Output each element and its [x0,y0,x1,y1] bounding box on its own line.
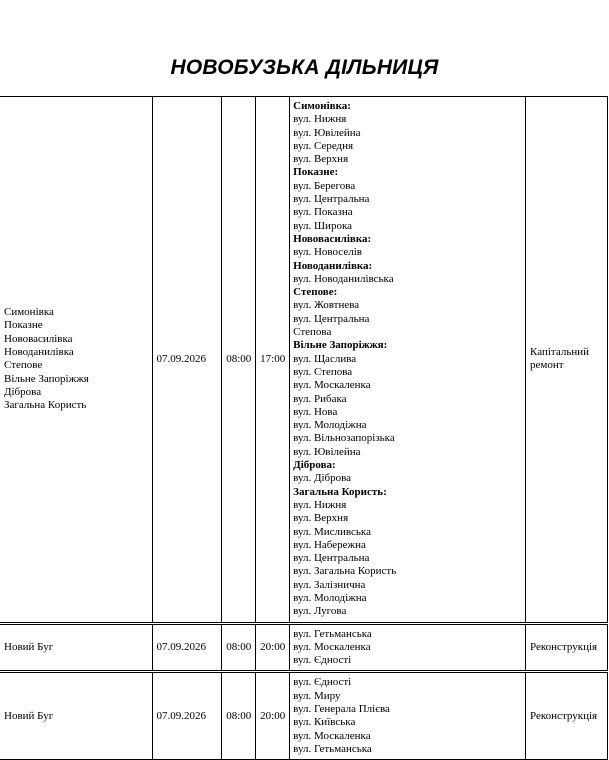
date-cell: 07.09.2026 [153,97,222,624]
street-name: вул. Степова [293,365,353,378]
settlement-name: Загальна Користь [4,399,87,412]
settlements-cell [0,672,153,760]
locality-heading: Симонівка: [293,100,351,112]
locality-heading: Загальна Користь: [293,485,387,498]
street-name: вул. Єдності [293,676,352,689]
settlement-name: Діброва [4,385,42,398]
street-name: вул. Середня [293,139,354,152]
street-name: вул. Миру [293,689,341,702]
locality-heading: Новоданилівка: [293,259,373,272]
locality-heading: Степове: [293,286,338,299]
street-name: вул. Новоданилівська [293,272,394,285]
start-time-cell: 08:00 [222,623,256,672]
settlement-name: Симонівка [4,306,54,319]
street-name: вул. Єдності [293,654,352,667]
street-name: вул. Вільнозапорізька [293,432,395,445]
work-type-cell: Реконструкція [526,672,608,760]
end-time-cell: 20:00 [256,672,290,760]
locality-heading: Вільне Запоріжжя: [293,339,388,352]
street-name: вул. Молодіжна [293,591,367,604]
settlement-name: Показне [4,319,43,332]
street-name: вул. Генерала Плієва [293,703,390,716]
street-name: вул. Ювілейна [293,445,361,458]
street-name: вул. Верхня [293,512,349,525]
end-time-cell: 17:00 [256,97,290,624]
settlement-name: Степове [4,359,43,372]
street-name: вул. Гетьманська [293,742,372,755]
settlements-cell [0,97,153,624]
street-name: вул. Діброва [293,472,352,485]
street-name: вул. Київська [293,716,356,729]
street-name: вул. Москаленка [293,379,371,392]
street-name: вул. Загальна Користь [293,565,397,578]
street-name: вул. Берегова [293,179,356,192]
street-name: вул. Гетьманська [293,627,372,640]
street-name: вул. Молодіжна [293,419,367,432]
street-name: Степова [293,326,332,339]
street-name: вул. Залізнична [293,578,366,591]
street-name: вул. Рибака [293,392,347,405]
locality-heading: Показне: [293,166,339,179]
settlement-name: Новий Буг [4,709,54,722]
streets-cell [290,623,526,672]
date-cell: 07.09.2026 [153,623,222,672]
settlement-name: Нововасилівка [4,332,73,345]
streets-cell [290,97,526,624]
table-row [0,623,608,672]
street-name: вул. Показна [293,206,353,219]
street-name: вул. Нижня [293,113,347,126]
street-name: вул. Нова [293,405,338,418]
table-row [0,672,608,760]
settlement-name: Вільне Запоріжжя [4,372,89,385]
street-name: вул. Москаленка [293,640,371,653]
start-time-cell: 08:00 [222,97,256,624]
street-name: вул. Центральна [293,552,370,565]
date-cell: 07.09.2026 [153,672,222,760]
street-name: вул. Нижня [293,498,347,511]
settlement-name: Новоданилівка [4,345,74,358]
street-name: вул. Москаленка [293,729,371,742]
street-name: вул. Центральна [293,312,370,325]
street-name: вул. Набережна [293,538,366,551]
street-name: вул. Щаслива [293,352,357,365]
table-row [0,97,608,624]
settlements-cell [0,623,153,672]
streets-cell [290,672,526,760]
street-name: вул. Широка [293,219,353,232]
locality-heading: Діброва: [293,459,336,472]
street-name: вул. Лугова [293,605,347,618]
settlement-name: Новий Буг [4,640,54,653]
end-time-cell: 20:00 [256,623,290,672]
street-name: вул. Новоселів [293,246,362,259]
locality-heading: Нововасилівка: [293,232,372,245]
page-title: НОВОБУЗЬКА ДІЛЬНИЦЯ [170,56,439,79]
start-time-cell: 08:00 [222,672,256,760]
outage-table [0,96,608,760]
street-name: вул. Мисливська [293,525,371,538]
street-name: вул. Центральна [293,193,370,206]
work-type-cell: Капітальний ремонт [526,97,608,624]
street-name: вул. Верхня [293,153,349,166]
street-name: вул. Жовтнева [293,299,360,312]
work-type-cell: Реконструкція [526,623,608,672]
street-name: вул. Ювілейна [293,126,361,139]
